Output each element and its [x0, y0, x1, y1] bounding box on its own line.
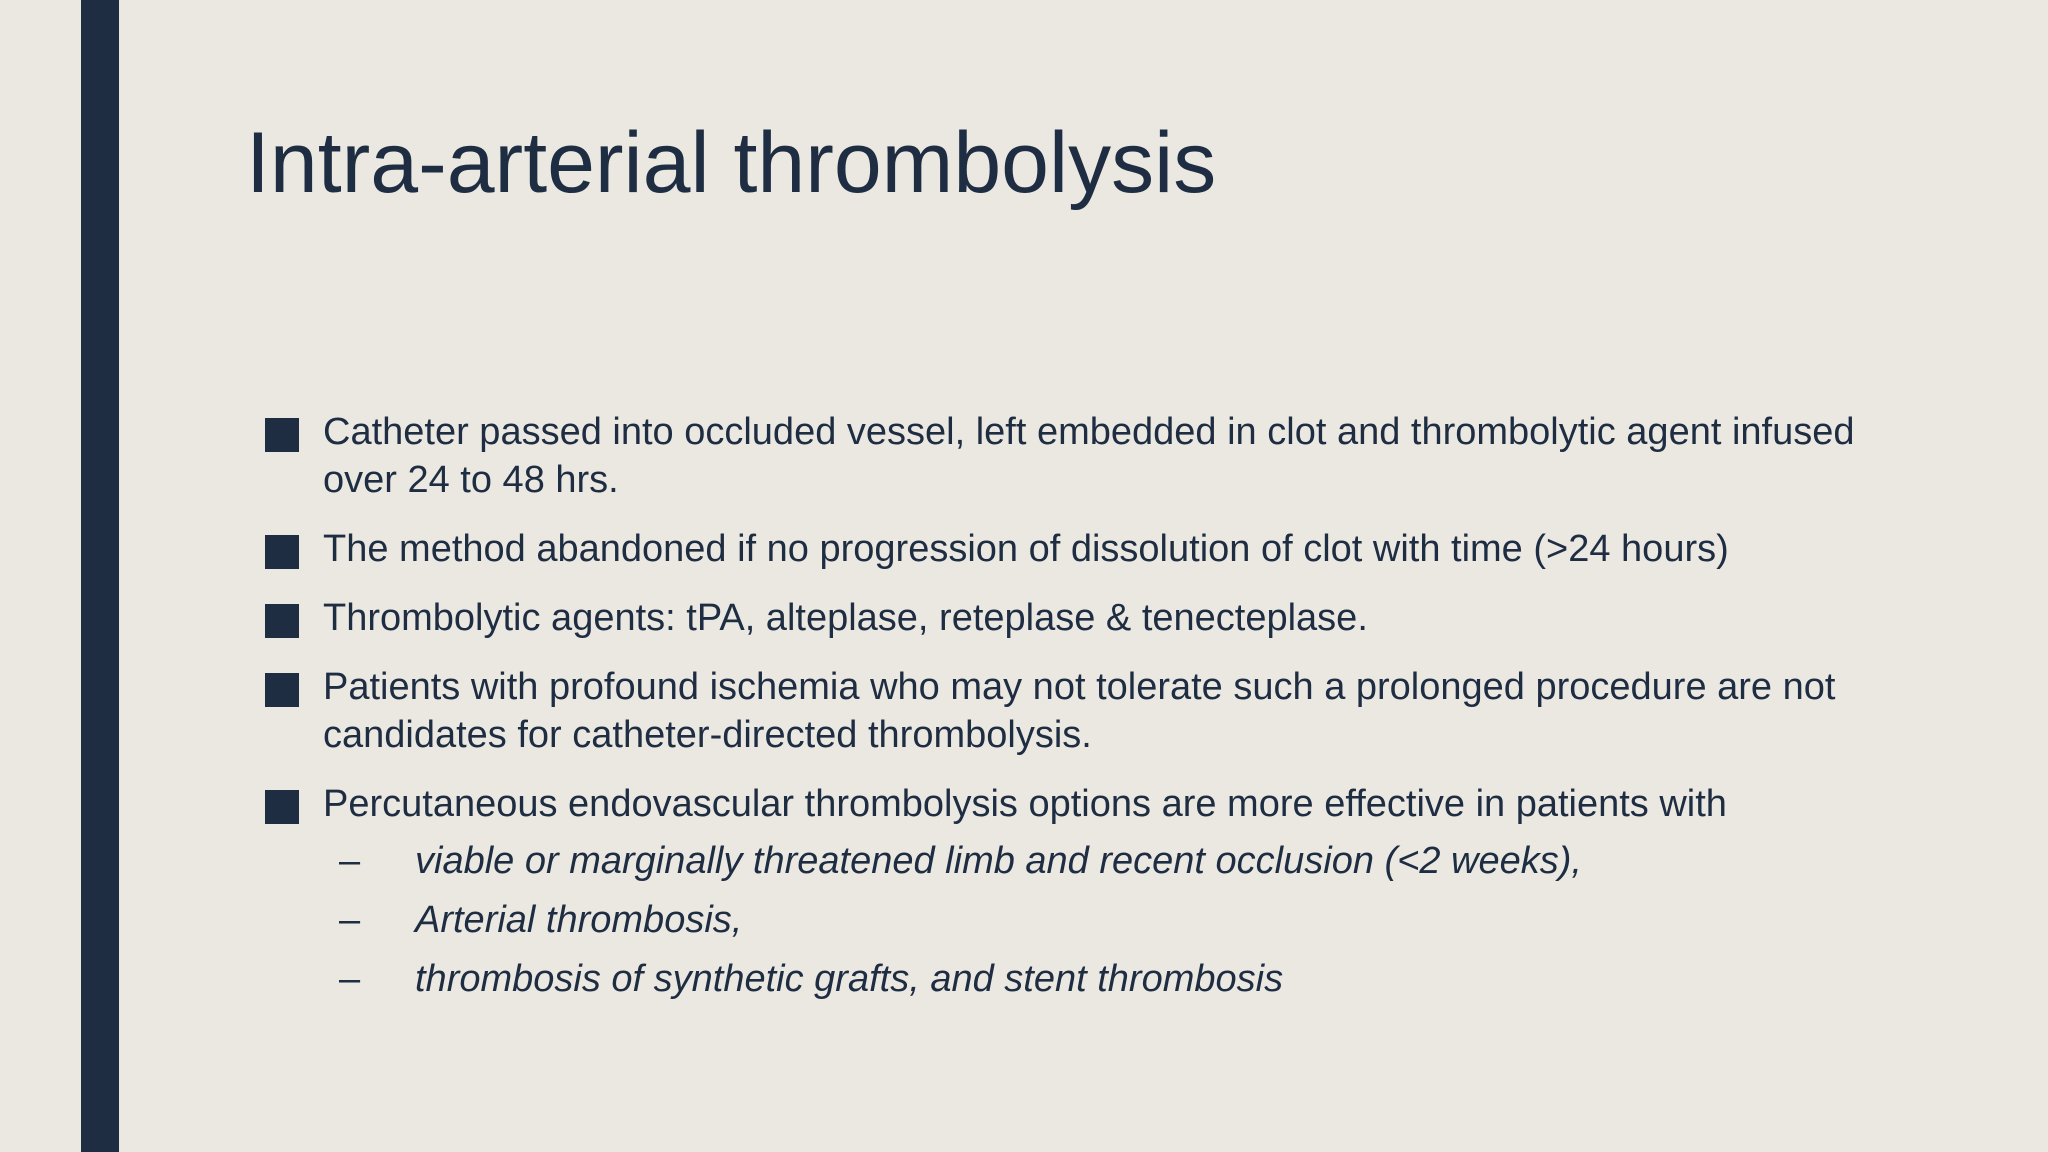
sub-bullet-text: Arterial thrombosis,: [415, 899, 743, 941]
sub-bullet-list: [339, 832, 1865, 1009]
square-bullet-icon: [265, 535, 299, 569]
bullet-text: Patients with profound ischemia who may not tolerate such a prolonged procedure are not candidates for catheter-directed thrombolysis.: [323, 666, 1836, 756]
bullet-text: The method abandoned if no progression of dissolution of clot with time (>24 hours): [323, 528, 1729, 570]
square-bullet-icon: [265, 790, 299, 824]
bullet-item: [265, 525, 1865, 573]
sub-bullet-item: [339, 832, 1865, 891]
left-accent-bar: [81, 0, 119, 1152]
sub-bullet-item: [339, 891, 1865, 950]
slide-title: Intra-arterial thrombolysis: [246, 115, 1217, 211]
square-bullet-icon: [265, 673, 299, 707]
bullet-text: Catheter passed into occluded vessel, left embedded in clot and thrombolytic agent infused over 24 to 48 hrs.: [323, 411, 1855, 501]
square-bullet-icon: [265, 418, 299, 452]
bullet-item: [265, 594, 1865, 642]
bullet-item: [265, 780, 1865, 828]
bullet-text: Thrombolytic agents: tPA, alteplase, reteplase & tenecteplase.: [323, 597, 1368, 639]
square-bullet-icon: [265, 604, 299, 638]
bullet-text: Percutaneous endovascular thrombolysis options are more effective in patients with: [323, 783, 1727, 825]
bullet-list: [265, 408, 1865, 1009]
bullet-item: [265, 663, 1865, 759]
dash-bullet-icon: –: [339, 899, 361, 941]
bullet-item: [265, 408, 1865, 504]
sub-bullet-item: [339, 950, 1865, 1009]
dash-bullet-icon: –: [339, 958, 361, 1000]
dash-bullet-icon: –: [339, 840, 361, 882]
sub-bullet-text: viable or marginally threatened limb and recent occlusion (<2 weeks),: [415, 840, 1582, 882]
sub-bullet-text: thrombosis of synthetic grafts, and stent thrombosis: [415, 958, 1284, 1000]
